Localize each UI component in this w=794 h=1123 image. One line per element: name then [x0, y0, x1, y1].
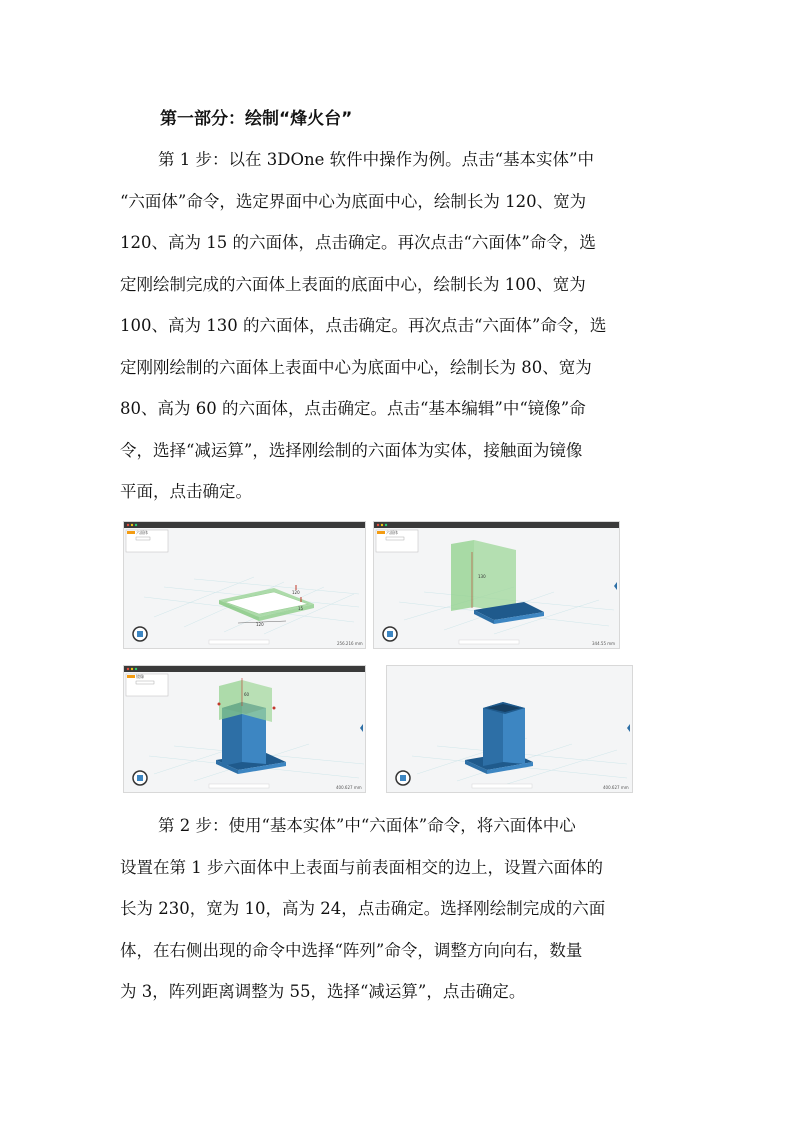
- step1-line: 平面，点击确定。: [120, 482, 252, 501]
- panel-title: 六面体: [136, 530, 148, 535]
- step2-paragraph: [120, 805, 678, 1013]
- step1-line: “六面体”命令，选定界面中心为底面中心，绘制长为 120、宽为: [120, 191, 587, 211]
- step1-line: 80、高为 60 的六面体，点击确定。点击“基本编辑”中“镜像”命: [120, 399, 586, 418]
- panel-title: 镜像: [136, 674, 144, 679]
- step1-line: 120、高为 15 的六面体，点击确定。再次点击“六面体”命令，选: [120, 233, 596, 252]
- step1-line: 定刚绘制完成的六面体上表面的底面中心，绘制长为 100、宽为: [120, 274, 586, 294]
- step2-line: 体，在右侧出现的命令中选择“阵列”命令，调整方向向右，数量: [120, 940, 583, 960]
- status-readout: 400.627 mm: [603, 785, 629, 790]
- step1-paragraph: [120, 139, 678, 513]
- dim-height: 15: [298, 606, 304, 611]
- dim-height: 130: [478, 574, 486, 579]
- status-readout: 400.627 mm: [336, 785, 362, 790]
- step2-line: 长为 230，宽为 10，高为 24，点击确定。选择刚绘制完成的六面: [120, 899, 606, 918]
- step2-line: 第 2 步：使用“基本实体”中“六面体”命令，将六面体中心: [158, 816, 576, 835]
- screenshot-mirror-preview: [123, 665, 366, 793]
- section-heading: 第一部分：绘制“烽火台”: [160, 109, 353, 129]
- dim-height: 60: [244, 692, 250, 697]
- dim-width: 120: [292, 590, 300, 595]
- screenshot-hollow-tower: [386, 665, 633, 793]
- status-readout: 256.216 mm: [337, 641, 363, 646]
- step1-line: 令，选择“减运算”，选择刚绘制的六面体为实体，接触面为镜像: [120, 440, 583, 460]
- step1-line: 第 1 步：以在 3DOne 软件中操作为例。点击“基本实体”中: [158, 150, 594, 169]
- dim-length: 120: [256, 622, 264, 627]
- status-readout: 344.55 mm: [592, 641, 616, 646]
- screenshot-tall-box: [373, 521, 620, 649]
- step2-line: 为 3，阵列距离调整为 55，选择“减运算”，点击确定。: [120, 982, 526, 1001]
- step2-line: 设置在第 1 步六面体中上表面与前表面相交的边上，设置六面体的: [120, 857, 603, 877]
- panel-title: 六面体: [386, 530, 398, 535]
- step1-line: 100、高为 130 的六面体，点击确定。再次点击“六面体”命令，选: [120, 316, 607, 335]
- step1-line: 定刚刚绘制的六面体上表面中心为底面中心，绘制长为 80、宽为: [120, 357, 592, 377]
- screenshot-base-slab: [123, 521, 366, 649]
